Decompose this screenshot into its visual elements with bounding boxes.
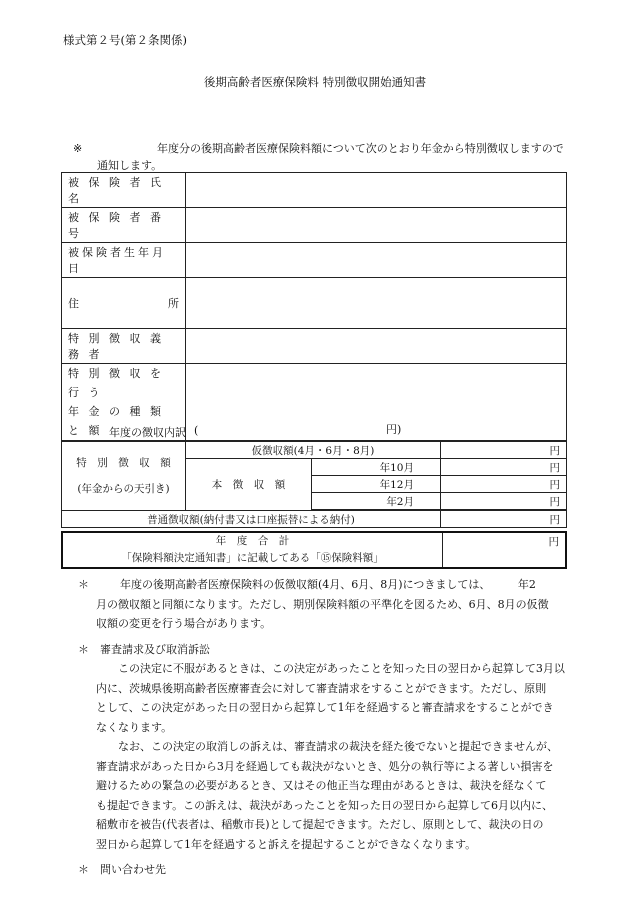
note-1-line-c: 収額の変更を行う場合があります。 [96,617,272,630]
label-address [62,278,186,329]
value-insured-number[interactable] [186,208,567,243]
month-december-yen: 円 [441,476,567,493]
label-pension-line-1: 特 別 徴 収 を 行 う [68,367,164,399]
note-2-title: 審査請求及び取消訴訟 [100,642,210,656]
annual-total-label [63,533,443,567]
note-2-p2-c: 避けるための緊急の必要があるとき、又はその他正当な理由があるときは、裁決を経なくて [96,779,547,792]
month-december-label: 年12月 [312,476,441,493]
ordinary-collection-yen: 円 [441,511,567,528]
row-insured-name [62,173,567,208]
note-1-line-a: ＊ 年度の後期高齢者医療保険料の仮徴収額(4月、6月、8月)につきましては、 年2 [78,575,573,595]
note-2-p1-a: この決定に不服があるときは、この決定があったことを知った日の翌日から起算して3月以 [118,662,565,675]
month-february-label: 年2月 [312,493,441,510]
breakdown-title: 年度の徴収内訳 [109,426,186,439]
row-birth-date [62,243,567,278]
pension-open-paren: ( [194,424,199,437]
annual-total-box [61,531,567,569]
note-3-title: 問い合わせ先 [100,863,166,876]
intro-line-2: 通知します。 [97,159,163,172]
note-2-p2-a: なお、この決定の取消しの訴えは、審査請求の裁決を経た後でないと提起できませんが、 [118,740,558,753]
row-insured-number [62,208,567,243]
note-3-heading [78,860,573,880]
intro-line-1: 年度分の後期高齢者医療保険料額について次のとおり年金から特別徴収しますので [157,142,564,155]
note-1-bullet: ＊ [78,578,89,591]
label-birth-date: 被保険者生年月日 [62,243,186,278]
month-february-yen: 円 [441,493,567,510]
special-collection-title: 特 別 徴 収 額 [76,457,171,469]
label-address-left: 住 [68,297,79,310]
note-2-heading [78,640,573,660]
label-pension-line-2: 年 金 の 種 類 と 額 [68,405,164,437]
label-insured-name: 被 保 険 者 氏 名 [62,173,186,208]
collection-breakdown-table [61,441,567,528]
label-obligor: 特 別 徴 収 義 務 者 [62,329,186,364]
note-2-p2-f: 翌日から起算して1年を経過すると訴えを提起することができなくなります。 [96,837,477,851]
notes-section [78,575,573,880]
ordinary-collection-label: 普通徴収額(納付書又は口座振替による納付) [62,511,441,528]
label-address-right: 所 [168,297,179,310]
provisional-label: 仮徴収額(4月・6月・8月) [186,442,441,459]
note-1-line-b: 月の徴収額と同額になります。ただし、期別保険料額の平準化を図るため、6月、8月の仮徴 [96,597,549,611]
annual-total-title: 年 度 合 計 [215,535,290,547]
note-2-p1-d: なくなります。 [96,720,173,734]
value-obligor[interactable] [186,329,567,364]
note-3-bullet: ＊ [78,863,89,876]
form-number: 様式第２号(第２条関係) [63,33,187,47]
pension-close-paren: 円) [386,423,402,436]
note-2-p1-b: 内に、茨城県後期高齢者医療審査会に対して審査請求をすることができます。ただし、原則 [96,681,547,695]
value-insured-name[interactable] [186,173,567,208]
special-collection-label [62,442,186,511]
note-2-p2-e: 稲敷市を被告(代表者は、稲敷市長)として提起できます。ただし、原則として、裁決の日の [96,818,544,831]
month-october-yen: 円 [441,459,567,476]
provisional-yen: 円 [441,442,567,459]
month-october-label: 年10月 [312,459,441,476]
note-2-p2-d: も提起できます。この訴えは、裁決があったことを知った日の翌日から起算して6月以内に、 [96,798,554,812]
insured-person-table [61,172,567,441]
annual-total-yen: 円 [548,536,559,548]
note-2-p1-c: として、この決定があった日の翌日から起算して1年を経過すると審査請求をすることができ [96,701,554,714]
value-address[interactable] [186,278,567,329]
reference-mark: ※ [73,142,83,155]
annual-total-reference: 「保険料額決定通知書」に記載してある「⑮保険料額」 [121,552,384,564]
note-2-bullet: ＊ [78,642,89,656]
document-title: 後期高齢者医療保険料 特別徴収開始通知書 [203,75,427,89]
value-birth-date[interactable] [186,243,567,278]
value-pension[interactable] [186,364,567,441]
row-address [62,278,567,329]
intro-text [73,140,573,174]
note-2-p2-b: 審査請求があった日から3月を経過しても裁決がないとき、処分の執行等による著しい損害を [96,759,554,773]
row-obligor [62,329,567,364]
special-collection-sub: (年金からの天引き) [77,483,170,495]
main-collection-label: 本 徴 収 額 [186,459,312,511]
label-insured-number: 被 保 険 者 番 号 [62,208,186,243]
